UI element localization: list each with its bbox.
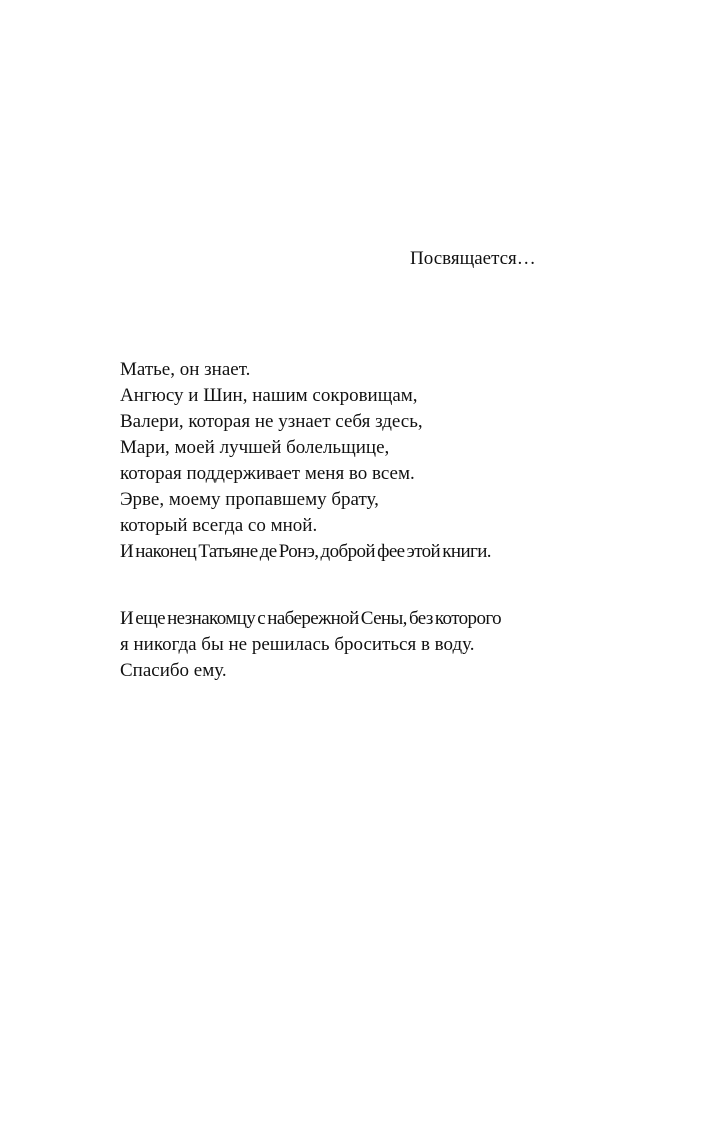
dedication-line: Эрве, моему пропавшему брату, [120, 489, 379, 510]
dedication-line: И наконец Татьяне де Ронэ, доброй фее этой книги. [120, 541, 491, 562]
dedication-line: И еще незнакомцу с набережной Сены, без которого [120, 608, 501, 629]
dedication-block-1 [120, 357, 590, 565]
dedication-line: Спасибо ему. [120, 660, 227, 681]
dedication-line: которая поддерживает меня во всем. [120, 463, 415, 484]
dedication-line: Ангюсу и Шин, нашим сокровищам, [120, 385, 418, 406]
dedication-line: я никогда бы не решилась броситься в воду. [120, 634, 475, 655]
dedication-block-2 [120, 606, 590, 684]
dedication-line: Валери, которая не узнает себя здесь, [120, 411, 423, 432]
dedication-title: Посвящается… [410, 248, 536, 269]
dedication-line: который всегда со мной. [120, 515, 318, 536]
dedication-line: Мари, моей лучшей болельщице, [120, 437, 390, 458]
dedication-line: Матье, он знает. [120, 359, 251, 380]
